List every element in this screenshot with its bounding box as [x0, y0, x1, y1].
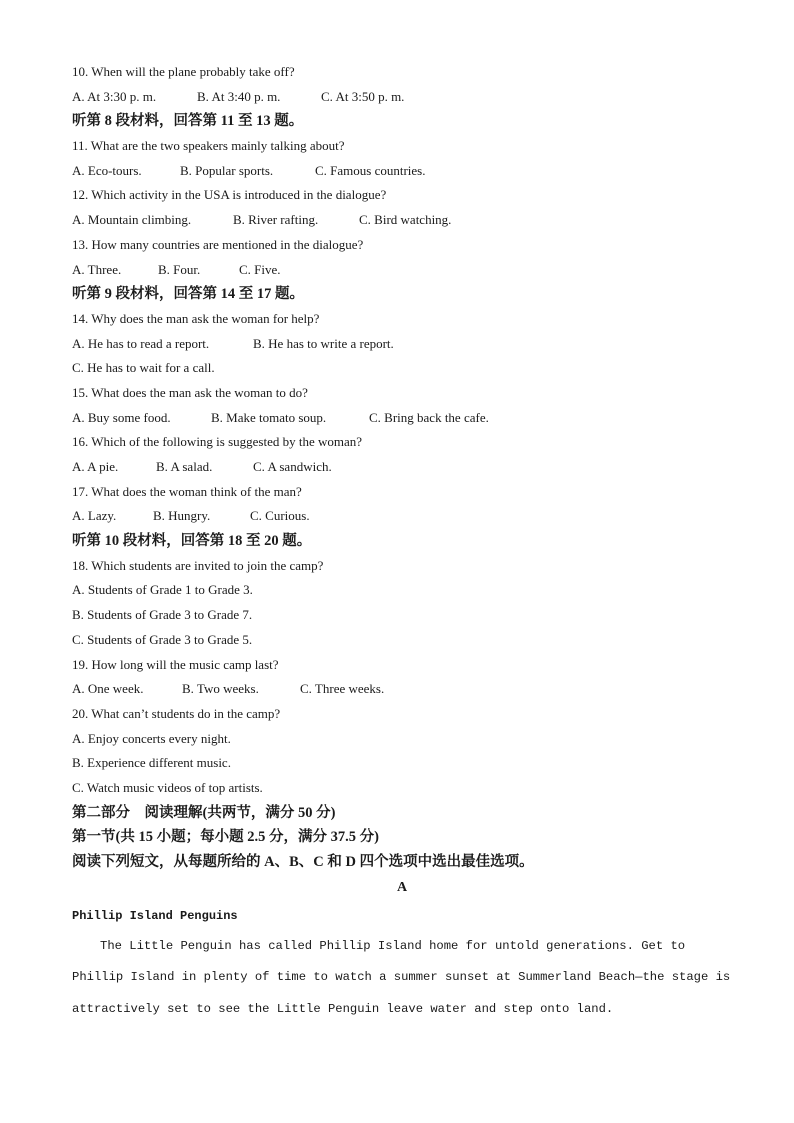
- option-a: A. Buy some food.: [72, 409, 171, 425]
- option-c: C. Students of Grade 3 to Grade 5.: [72, 631, 253, 647]
- question-10: 10. When will the plane probably take off?: [72, 64, 295, 79]
- question-12: 12. Which activity in the USA is introduced in the dialogue?: [72, 187, 387, 203]
- option-b: B. Experience different music.: [72, 755, 231, 771]
- option-b: B. He has to write a report.: [253, 335, 394, 351]
- option-a: A. He has to read a report.: [72, 335, 210, 351]
- question-13: 13. How many countries are mentioned in the dialogue?: [72, 236, 364, 252]
- option-c: C. Famous countries.: [315, 162, 426, 178]
- exam-page: [72, 60, 732, 1025]
- question-17: 17. What does the woman think of the man?: [72, 483, 302, 499]
- option-b: B. River rafting.: [233, 212, 319, 228]
- question-10-options: [72, 85, 732, 110]
- option-a: A. One week.: [72, 681, 144, 697]
- option-c: C. He has to wait for a call.: [72, 360, 215, 376]
- option-a: A. Three.: [72, 261, 122, 277]
- section-10-heading: 听第 10 段材料，回答第 18 至 20 题。: [72, 533, 312, 550]
- option-c: C. A sandwich.: [253, 459, 332, 474]
- option-c: C. Watch music videos of top artists.: [72, 779, 263, 795]
- option-c: C. Bring back the cafe.: [369, 409, 489, 425]
- question-13-options: [72, 258, 732, 283]
- option-a: A. Mountain climbing.: [72, 212, 192, 228]
- option-a: A. Eco-tours.: [72, 162, 142, 178]
- part-2-title: 第二部分 阅读理解(共两节，满分 50 分): [72, 804, 336, 821]
- question-20: 20. What can’t students do in the camp?: [72, 705, 281, 721]
- option-b: B. Students of Grade 3 to Grade 7.: [72, 607, 253, 623]
- option-b: B. A salad.: [156, 459, 213, 474]
- option-a: A. At 3:30 p. m.: [72, 88, 157, 104]
- option-c: C. Bird watching.: [359, 212, 452, 228]
- option-b: B. Popular sports.: [180, 162, 274, 178]
- section-9-heading: 听第 9 段材料，回答第 14 至 17 题。: [72, 286, 304, 303]
- question-11: 11. What are the two speakers mainly talking about?: [72, 138, 345, 154]
- question-12-options: [72, 208, 732, 233]
- question-17-options: [72, 504, 732, 529]
- option-b: B. Hungry.: [153, 508, 211, 524]
- option-a: A. Lazy.: [72, 508, 117, 524]
- option-b: B. Two weeks.: [182, 681, 259, 697]
- question-16-options: [72, 455, 732, 480]
- question-18: 18. Which students are invited to join the camp?: [72, 557, 324, 573]
- option-b: B. Make tomato soup.: [211, 409, 327, 425]
- question-14: 14. Why does the man ask the woman for help?: [72, 310, 320, 326]
- question-19: 19. How long will the music camp last?: [72, 656, 279, 672]
- option-c: C. Three weeks.: [300, 681, 385, 697]
- option-c: C. Five.: [239, 261, 281, 277]
- option-a: A. Students of Grade 1 to Grade 3.: [72, 582, 253, 598]
- question-11-options: [72, 159, 732, 184]
- option-b: B. Four.: [158, 261, 201, 277]
- option-c: C. Curious.: [250, 508, 310, 524]
- option-b: B. At 3:40 p. m.: [197, 88, 281, 104]
- question-16: 16. Which of the following is suggested by the woman?: [72, 434, 363, 450]
- passage-letter: A: [396, 879, 408, 895]
- option-a: A. Enjoy concerts every night.: [72, 730, 231, 746]
- option-a: A. A pie.: [72, 459, 119, 474]
- question-15-options: [72, 406, 732, 431]
- question-19-options: [72, 677, 732, 702]
- option-c: C. At 3:50 p. m.: [321, 88, 405, 104]
- passage-body: The Little Penguin has called Phillip Island home for untold generations. Get to Phillip Island in plenty of time to watch a summer sunset at Summerland Beach—the stage is attractively set to see the Little Penguin leave water and step onto land.: [72, 938, 731, 1016]
- passage-title: Phillip Island Penguins: [72, 908, 238, 923]
- part-2-section-1: 第一节(共 15 小题；每小题 2.5 分，满分 37.5 分): [72, 829, 379, 846]
- question-15: 15. What does the man ask the woman to do?: [72, 384, 308, 400]
- reading-instruction: 阅读下列短文，从每题所给的 A、B、C 和 D 四个选项中选出最佳选项。: [72, 854, 534, 870]
- question-14-options: [72, 332, 732, 357]
- section-8-heading: 听第 8 段材料，回答第 11 至 13 题。: [72, 113, 304, 130]
